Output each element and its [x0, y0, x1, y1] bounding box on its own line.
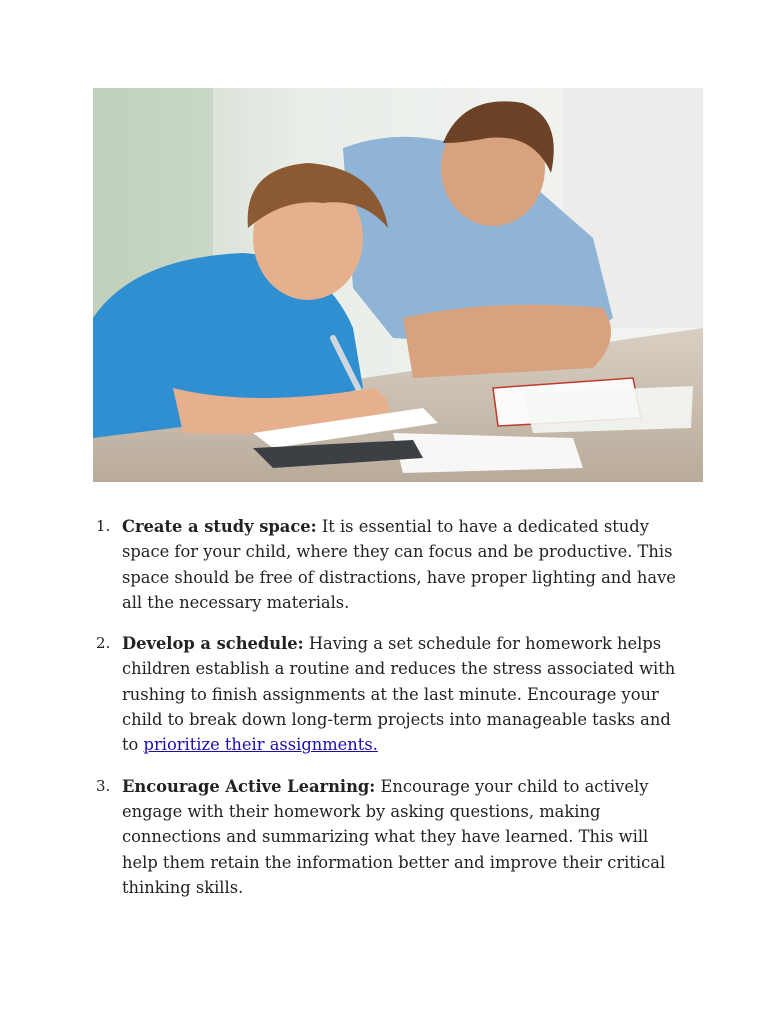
item-text: Encourage your child to actively engage with their homework by asking questions, making connections and summarizing what they have learned. This will help them retain the information better and improve their critical thinking skills. — [122, 776, 666, 897]
list-item — [96, 631, 686, 757]
father-son-homework-photo — [93, 88, 703, 482]
item-text: It is essential to have a dedicated study space for your child, where they can focus and be productive. This space should be free of distractions, have proper lighting and have all the necessary materials. — [122, 517, 676, 612]
list-item — [96, 514, 686, 615]
item-number: 3. — [96, 776, 111, 795]
item-term: Encourage Active Learning: — [122, 776, 376, 796]
item-text: Having a set schedule for homework helps children establish a routine and reduces the stress associated with rushing to finish assignments at the last minute. Encourage your child to break down long-term projects into manageable tasks and to — [122, 634, 676, 755]
prioritize-assignments-link[interactable]: prioritize their assignments. — [143, 735, 378, 755]
item-term: Develop a schedule: — [122, 634, 304, 654]
homework-tips-list — [96, 514, 686, 916]
item-number: 2. — [96, 634, 111, 653]
item-number: 1. — [96, 517, 111, 535]
item-term: Create a study space: — [122, 517, 317, 536]
list-item — [96, 774, 686, 900]
